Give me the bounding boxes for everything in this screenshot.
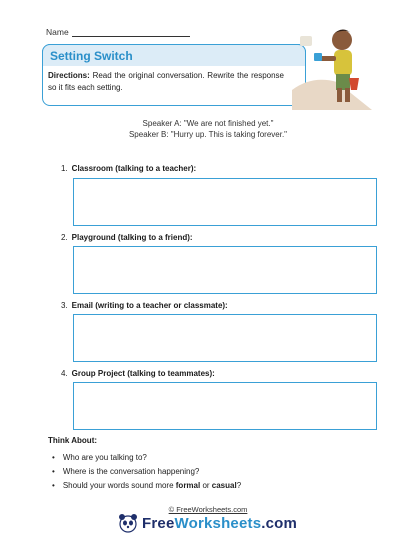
name-label: Name [46, 27, 69, 37]
panda-logo-icon [118, 513, 138, 533]
directions-label: Directions: [48, 71, 90, 80]
think-about-title: Think About: [48, 436, 98, 445]
answer-box-1[interactable] [73, 178, 377, 226]
freeworksheets-logo[interactable] [118, 513, 297, 533]
copyright-link[interactable]: © FreeWorksheets.com [168, 505, 248, 514]
list-item: • Where is the conversation happening? [52, 465, 241, 479]
directions [48, 70, 284, 94]
original-conversation [0, 118, 416, 140]
question-3: 3. Email (writing to a teacher or classmate): [61, 301, 228, 310]
question-1: 1. Classroom (talking to a teacher): [61, 164, 197, 173]
answer-box-3[interactable] [73, 314, 377, 362]
name-line[interactable] [72, 28, 190, 37]
speaker-a-line: Speaker A: "We are not finished yet." [142, 119, 274, 128]
kid-illustration [292, 20, 372, 110]
worksheet-title: Setting Switch [50, 49, 133, 63]
question-2: 2. Playground (talking to a friend): [61, 233, 193, 242]
brand-name: FreeWorksheets.com [142, 514, 298, 532]
directions-text: Read the original conversation. Rewrite the response so it fits each setting. [48, 71, 284, 92]
answer-box-4[interactable] [73, 382, 377, 430]
think-about-list [52, 451, 241, 493]
list-item: • Who are you talking to? [52, 451, 241, 465]
answer-box-2[interactable] [73, 246, 377, 294]
list-item: • Should your words sound more formal or casual? [52, 479, 241, 493]
question-4: 4. Group Project (talking to teammates): [61, 369, 215, 378]
name-field[interactable] [46, 27, 190, 37]
speaker-b-line: Speaker B: "Hurry up. This is taking forever." [128, 130, 288, 139]
